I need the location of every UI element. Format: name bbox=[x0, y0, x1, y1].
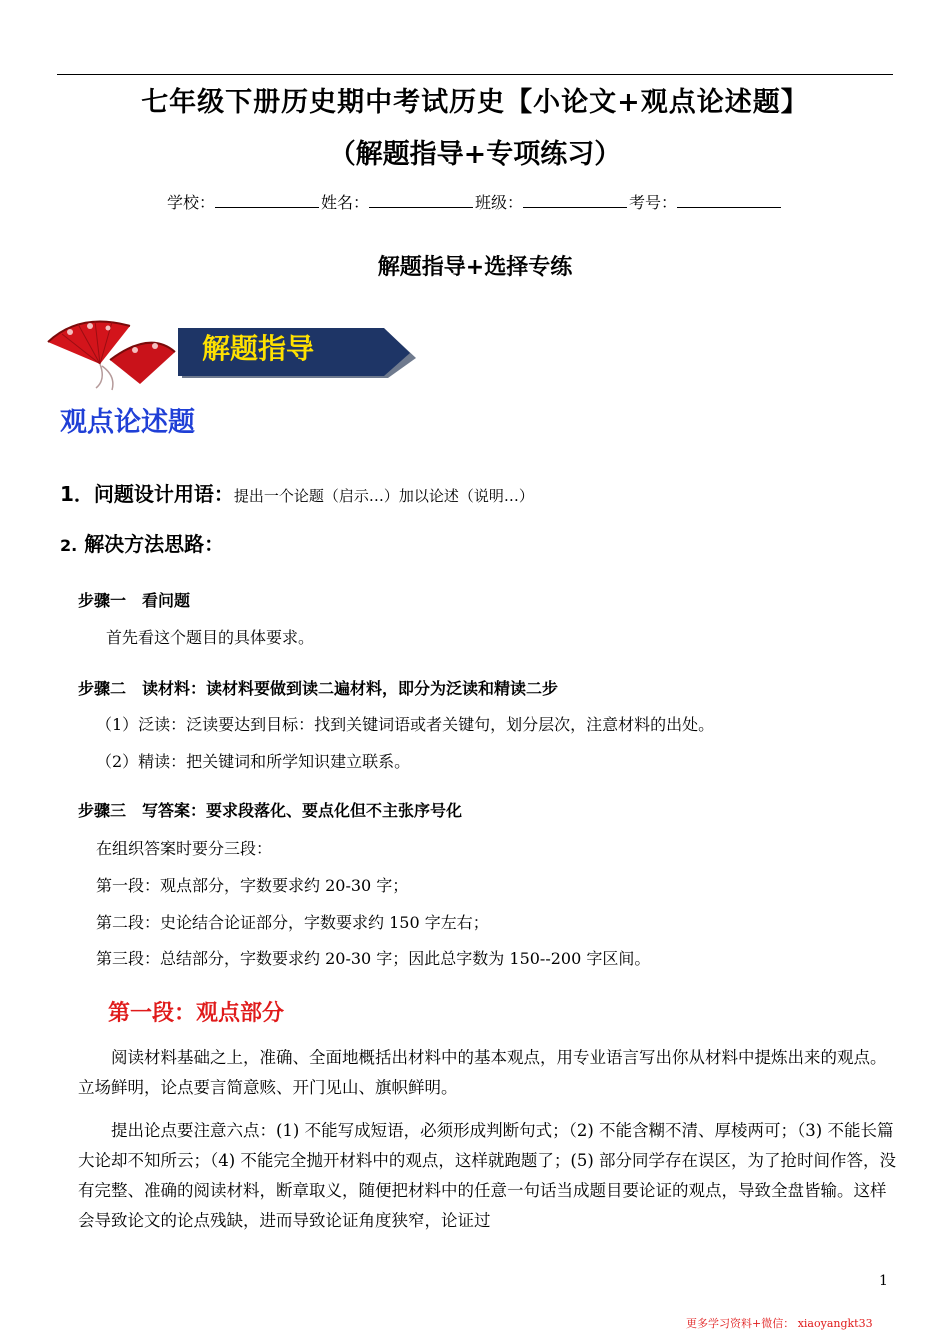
name-blank[interactable] bbox=[369, 193, 473, 208]
student-info-fields bbox=[0, 190, 950, 213]
school-label: 学校： bbox=[166, 193, 215, 212]
question-1-text: 提出一个论题（启示…）加以论述（说明…） bbox=[233, 487, 534, 505]
fan-icon bbox=[40, 312, 180, 392]
top-rule bbox=[57, 74, 893, 75]
step-2-item: （2）精读：把关键词和所学知识建立联系。 bbox=[96, 752, 411, 771]
question-2-lead: 解决方法思路： bbox=[84, 532, 225, 556]
question-2 bbox=[60, 528, 224, 557]
name-label: 姓名： bbox=[320, 193, 369, 212]
page-title: 七年级下册历史期中考试历史【小论文+观点论述题】 bbox=[141, 87, 809, 118]
class-blank[interactable] bbox=[523, 193, 627, 208]
question-1-lead: 1．问题设计用语： bbox=[60, 482, 234, 506]
section-title: 观点论述题 bbox=[60, 407, 195, 438]
question-1 bbox=[60, 478, 534, 507]
step-3-line: 在组织答案时要分三段： bbox=[96, 839, 273, 858]
part-1-paragraph: 阅读材料基础之上，准确、全面地概括出材料中的基本观点，用专业语言写出你从材料中提炼出来的观点。立场鲜明，论点要言简意赅、开门见山、旗帜鲜明。 bbox=[78, 1048, 887, 1097]
banner-label: 解题指导 bbox=[202, 332, 315, 365]
page-subtitle: （解题指导+专项练习） bbox=[328, 139, 622, 170]
exam-no-label: 考号： bbox=[629, 193, 678, 212]
class-label: 班级： bbox=[475, 193, 524, 212]
school-blank[interactable] bbox=[215, 193, 319, 208]
step-2-heading: 步骤二 读材料：读材料要做到读二遍材料，即分为泛读和精读二步 bbox=[78, 679, 559, 698]
section-subtitle: 解题指导+选择专练 bbox=[377, 255, 573, 280]
page-number: 1 bbox=[879, 1273, 888, 1289]
step-3-line: 第三段：总结部分，字数要求约 20-30 字；因此总字数为 150--200 字区间。 bbox=[96, 949, 651, 968]
part-1-heading: 第一段：观点部分 bbox=[108, 1000, 285, 1026]
exam-no-blank[interactable] bbox=[677, 193, 781, 208]
question-2-num: 2. bbox=[60, 536, 78, 555]
footer-note: 更多学习资料+微信： xiaoyangkt33 bbox=[686, 1317, 873, 1330]
step-3-line: 第一段：观点部分，字数要求约 20-30 字； bbox=[96, 876, 409, 895]
step-1-text: 首先看这个题目的具体要求。 bbox=[106, 628, 315, 647]
part-1-paragraph: 提出论点要注意六点：(1) 不能写成短语，必须形成判断句式；（2) 不能含糊不清、厚棱两可；（3) 不能长篇大论却不知所云；（4) 不能完全抛开材料中的观点，这样就跑题了；(5) 部分同学存在误区，为了抢时间作答，没有完整、准确的阅读材料，断章取义，随便把材料中的任意一句话当成题目要论证的观点，导致全盘皆输。这样会导致论文的论点残缺，进而导致论证角度狭窄，论证过 bbox=[78, 1121, 897, 1230]
step-3-heading: 步骤三 写答案：要求段落化、要点化但不主张序号化 bbox=[78, 801, 463, 820]
step-3-line: 第二段：史论结合论证部分，字数要求约 150 字左右； bbox=[96, 913, 489, 932]
step-2-item: （1）泛读：泛读要达到目标：找到关键词语或者关键句，划分层次，注意材料的出处。 bbox=[96, 715, 715, 734]
step-1-heading: 步骤一 看问题 bbox=[78, 591, 191, 610]
